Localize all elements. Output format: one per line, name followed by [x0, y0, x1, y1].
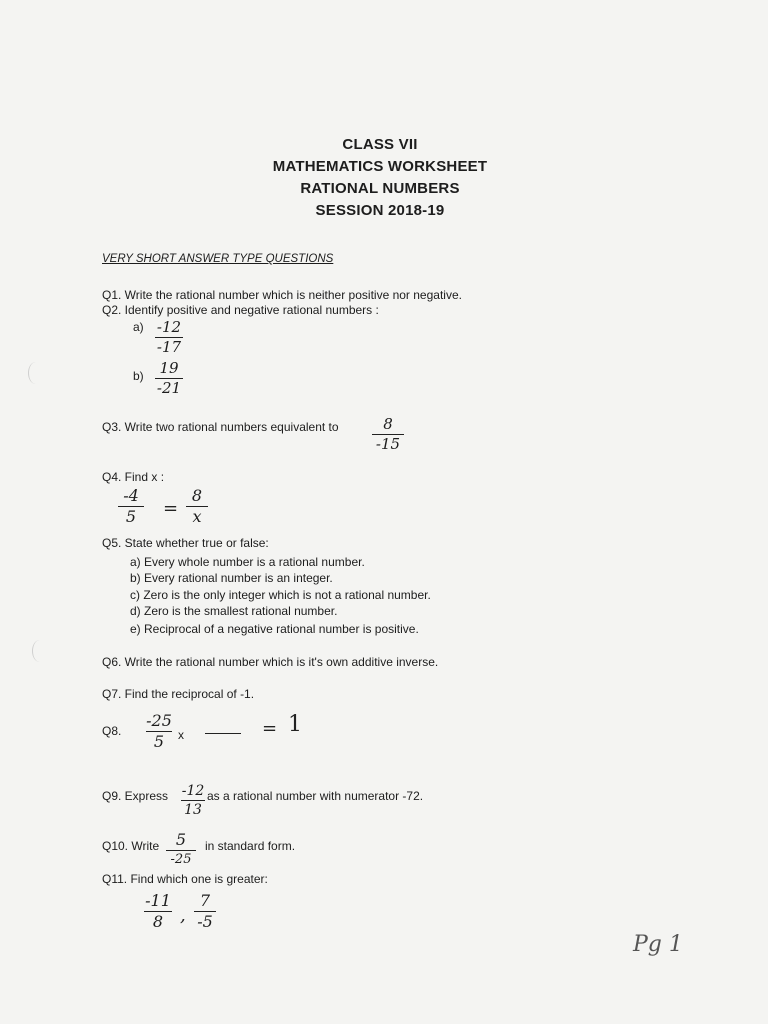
- question-10-suffix: in standard form.: [205, 839, 296, 853]
- q2a-fraction: [155, 320, 183, 355]
- question-9-prefix: Q9. Express: [102, 789, 169, 803]
- q2b-fraction: [155, 361, 183, 396]
- question-1: Q1. Write the rational number which is neither positive nor negative.: [102, 288, 462, 302]
- class-heading: CLASS VII: [342, 136, 418, 153]
- q10-fraction: [166, 832, 196, 866]
- q5-item-d: d) Zero is the smallest rational number.: [130, 604, 338, 618]
- q3-fraction: [372, 417, 404, 452]
- page-number: Pg 1: [633, 932, 683, 957]
- q10-numerator: 5: [175, 830, 187, 849]
- q9-denominator: 13: [184, 802, 202, 818]
- q5-item-a: a) Every whole number is a rational number.: [130, 555, 365, 569]
- q2b-numerator: 19: [159, 359, 179, 377]
- q11-left-denominator: 8: [152, 912, 164, 931]
- section-title: VERY SHORT ANSWER TYPE QUESTIONS: [102, 253, 334, 265]
- q8-times: x: [178, 728, 184, 742]
- q4-right-numerator: 8: [191, 486, 203, 505]
- q8-equals: =: [262, 718, 278, 739]
- q3-numerator: 8: [383, 415, 393, 433]
- q4-left-denominator: 5: [125, 507, 137, 526]
- fraction-bar: [181, 800, 205, 801]
- q2a-label: a): [133, 320, 144, 334]
- question-7: Q7. Find the reciprocal of -1.: [102, 687, 255, 701]
- q11-left-fraction: [144, 893, 172, 930]
- q2b-denominator: -21: [156, 379, 182, 397]
- question-2: Q2. Identify positive and negative rational numbers :: [102, 303, 379, 317]
- q2a-numerator: -12: [156, 318, 182, 336]
- q2b-label: b): [133, 369, 144, 383]
- fraction-bar: [166, 850, 196, 851]
- q8-denominator: 5: [153, 732, 165, 751]
- q5-item-e: e) Reciprocal of a negative rational number is positive.: [130, 622, 419, 636]
- q8-numerator: -25: [146, 711, 172, 730]
- q9-fraction: [181, 784, 205, 817]
- q8-answer-blank: [205, 733, 241, 734]
- session-heading: SESSION 2018-19: [315, 202, 445, 219]
- q11-right-fraction: [194, 893, 216, 930]
- q11-separator: ,: [180, 905, 186, 926]
- q4-right-fraction: [186, 488, 208, 525]
- question-11: Q11. Find which one is greater:: [102, 872, 268, 886]
- question-8-label: Q8.: [102, 724, 122, 738]
- q8-rhs: 1: [288, 712, 302, 737]
- punch-hole-mark: [28, 362, 43, 384]
- q5-item-c: c) Zero is the only integer which is not a rational number.: [130, 588, 431, 602]
- q11-right-denominator: -5: [197, 912, 213, 931]
- subject-heading: MATHEMATICS WORKSHEET: [272, 158, 488, 175]
- q4-left-fraction: [118, 488, 144, 525]
- q11-right-numerator: 7: [199, 891, 211, 910]
- q4-right-denominator: x: [192, 507, 202, 526]
- question-6: Q6. Write the rational number which is it's own additive inverse.: [102, 655, 439, 669]
- q11-left-numerator: -11: [145, 891, 171, 910]
- question-10-prefix: Q10. Write: [102, 839, 160, 853]
- question-4: Q4. Find x :: [102, 470, 165, 484]
- q5-item-b: b) Every rational number is an integer.: [130, 571, 333, 585]
- q2a-denominator: -17: [156, 338, 182, 356]
- punch-hole-mark: [32, 640, 47, 662]
- question-9-suffix: as a rational number with numerator -72.: [207, 789, 424, 803]
- q3-denominator: -15: [375, 435, 401, 453]
- q4-left-numerator: -4: [123, 486, 139, 505]
- q4-equals: =: [163, 498, 179, 519]
- q8-fraction: [146, 713, 172, 750]
- topic-heading: RATIONAL NUMBERS: [300, 180, 460, 197]
- question-3: Q3. Write two rational numbers equivalent to: [102, 420, 339, 434]
- question-5: Q5. State whether true or false:: [102, 536, 269, 550]
- q9-numerator: -12: [181, 783, 205, 799]
- q10-denominator: -25: [170, 852, 192, 867]
